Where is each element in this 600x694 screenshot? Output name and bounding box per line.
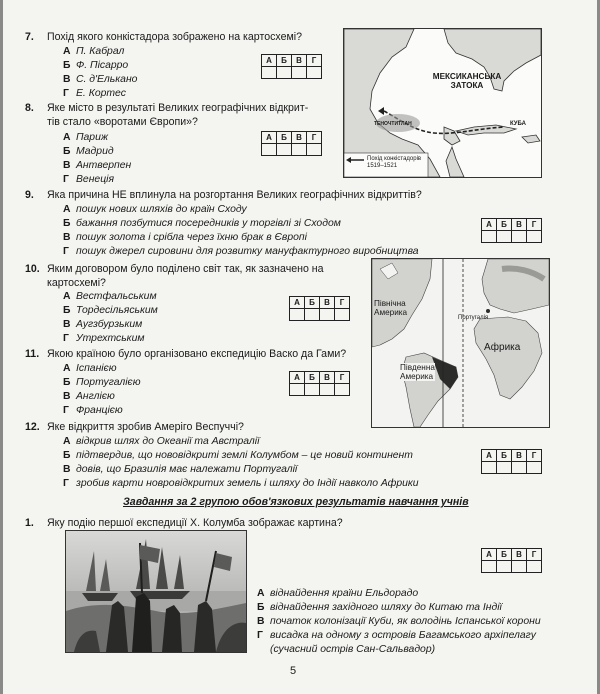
option[interactable]: А Париж	[63, 132, 109, 143]
option[interactable]: В Антверпен	[63, 160, 132, 171]
map-tordesillas	[371, 258, 550, 428]
option[interactable]: В довів, що Бразилія має належати Португалії	[63, 464, 298, 475]
label-portugal: Португалія	[458, 315, 489, 321]
option[interactable]: Б Тордесільяським	[63, 305, 158, 316]
legend-label: Похід конкістадорів 1519–1521	[367, 156, 422, 169]
question-number: 8.	[25, 102, 34, 114]
option[interactable]: А П. Кабрал	[63, 46, 125, 57]
map-graphic	[344, 29, 541, 177]
question-number: 10.	[25, 263, 40, 275]
answer-grid[interactable]: А Б В Г	[289, 371, 350, 396]
option[interactable]: Б Ф. Пісарро	[63, 60, 129, 71]
answer-grid[interactable]: А Б В Г	[289, 296, 350, 321]
answer-grid[interactable]: А Б В Г	[261, 131, 322, 156]
textbook-page	[3, 0, 597, 694]
question-text: Яке місто в результаті Великих географічних відкрит- тів стало «воротами Європи»?	[47, 102, 309, 128]
option[interactable]: Б віднайдення західного шляху до Китаю та Індії	[257, 602, 502, 613]
answer-grid[interactable]: А Б В Г	[261, 54, 322, 79]
option[interactable]: Г Утрехтським	[63, 333, 145, 344]
question-text: Яким договором було поділено світ так, як зазначено на картосхемі?	[47, 263, 324, 289]
painting-columbus-landing	[65, 530, 247, 653]
question-text: Похід якого конкістадора зображено на картосхемі?	[47, 31, 302, 43]
option-continuation: (сучасний острів Сан-Сальвадор)	[270, 644, 436, 655]
option[interactable]: Г зробив карти новровідкритих земель і шляху до Індії навколо Африки	[63, 478, 419, 489]
map-conquistador-route	[343, 28, 542, 178]
answer-grid[interactable]: А Б В Г	[481, 449, 542, 474]
question-text: Яка причина НЕ вплинула на розгортання Великих географічних відкриттів?	[47, 189, 422, 201]
option[interactable]: Б підтвердив, що нововідкриті землі Колумбом – це новий континент	[63, 450, 413, 461]
cuba-label: КУБА	[510, 121, 526, 127]
question-text: Яке відкриття зробив Амеріго Веспуччі?	[47, 421, 244, 433]
label-north-america: Північна Америка	[374, 299, 408, 317]
option[interactable]: А Вестфальським	[63, 291, 157, 302]
label-south-america: Південна Америка	[400, 363, 435, 381]
option[interactable]: В Англією	[63, 391, 115, 402]
option[interactable]: Б бажання позбутися посередників у торгівлі зі Сходом	[63, 218, 341, 229]
label-africa: Африка	[484, 342, 521, 353]
option[interactable]: В початок колонізації Куби, як володінь Іспанської корони	[257, 616, 541, 627]
option[interactable]: А Іспанією	[63, 363, 117, 374]
option[interactable]: В Аугзбурзьким	[63, 319, 143, 330]
question-text: Яку подію першої експедиції Х. Колумба зображає картина?	[47, 517, 343, 529]
question-number: 7.	[25, 31, 34, 43]
option[interactable]: Г Францією	[63, 405, 123, 416]
question-number: 11.	[25, 348, 40, 360]
question-number: 9.	[25, 189, 34, 201]
question-number: 1.	[25, 517, 34, 529]
section-title: Завдання за 2 групою обов'язкових результатів навчання учнів	[123, 496, 469, 508]
question-number: 12.	[25, 421, 40, 433]
option[interactable]: В пошук золота і срібла через їхню брак в Європі	[63, 232, 307, 243]
page-number: 5	[290, 665, 297, 677]
option[interactable]: Г пошук джерел сировини для розвитку мануфактурного виробництва	[63, 246, 419, 257]
city-label: ТЕНОЧТИТЛАН	[374, 121, 412, 127]
option[interactable]: Б Мадрид	[63, 146, 114, 157]
answer-grid[interactable]: А Б В Г	[481, 548, 542, 573]
option[interactable]: А відкрив шлях до Океанії та Австралії	[63, 436, 260, 447]
option[interactable]: Г Е. Кортес	[63, 88, 126, 99]
question-text: Якою країною було організовано експедицію Васко да Гами?	[47, 348, 347, 360]
world-map-graphic	[372, 259, 549, 427]
answer-grid[interactable]: А Б В Г	[481, 218, 542, 243]
option[interactable]: А пошук нових шляхів до країн Сходу	[63, 204, 247, 215]
painting-graphic	[66, 531, 246, 652]
option[interactable]: Г Венеція	[63, 174, 115, 185]
option[interactable]: Г висадка на одному з островів Багамського архіпелагу	[257, 630, 536, 641]
gulf-label: МЕКСИКАНСЬКА ЗАТОКА	[432, 72, 502, 90]
option[interactable]: А віднайдення країни Ельдорадо	[257, 588, 419, 599]
option[interactable]: В С. д'Елькано	[63, 74, 138, 85]
option[interactable]: Б Португалією	[63, 377, 141, 388]
